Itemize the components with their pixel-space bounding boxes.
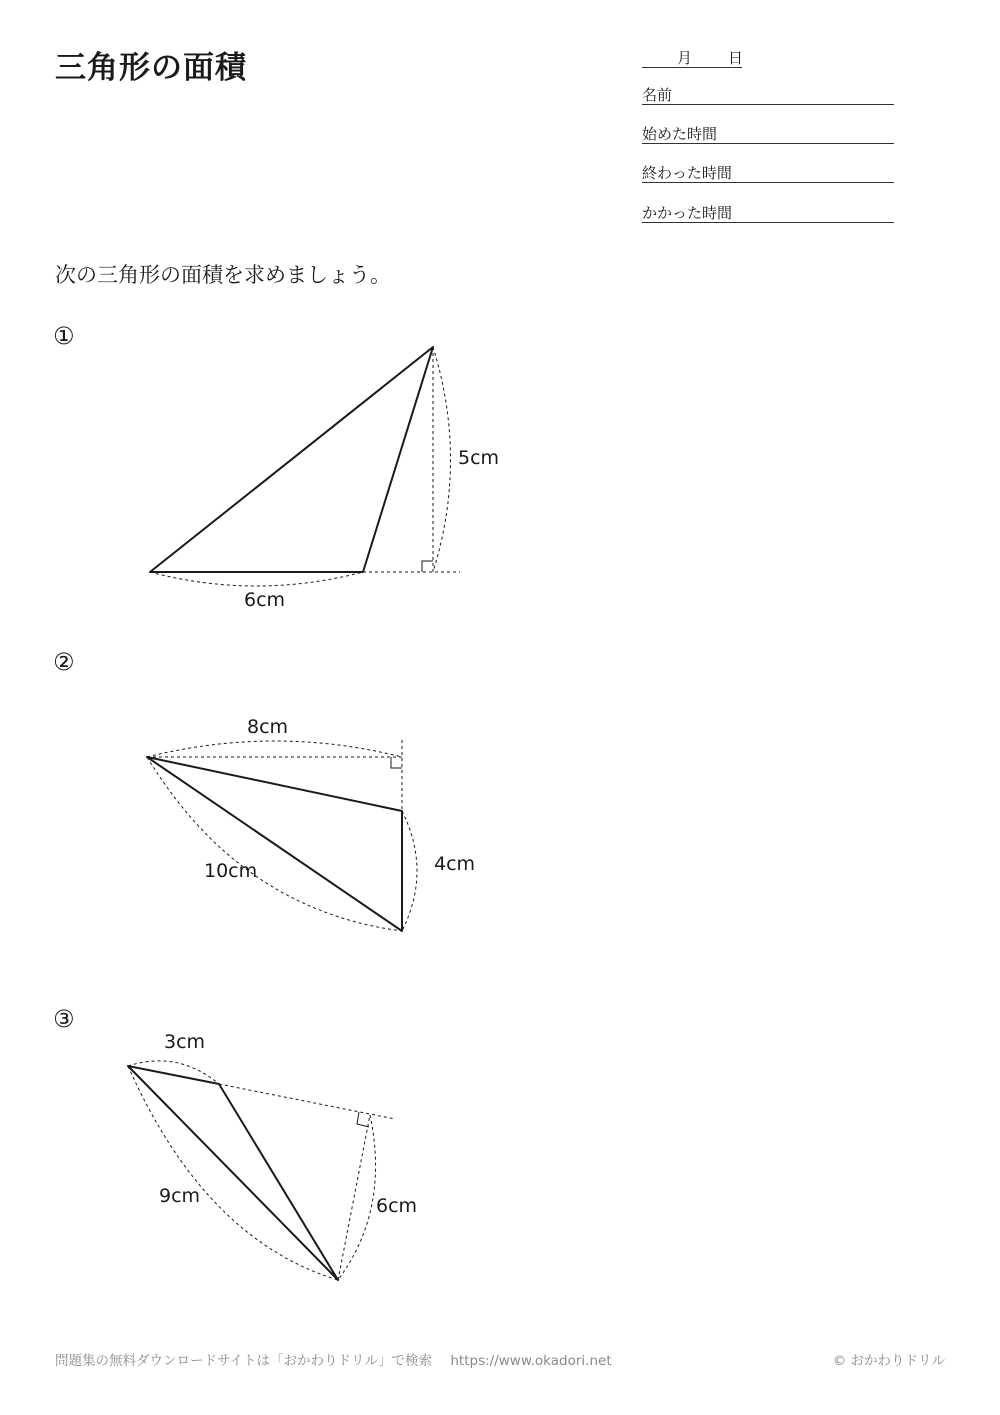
problem-2-side-label: 4cm	[434, 853, 476, 875]
problem-2-number: ②	[53, 648, 75, 676]
dimension-arc-6cm	[150, 572, 363, 586]
problem-2-hypotenuse-label: 10cm	[204, 860, 258, 882]
problem-3-long-label: 9cm	[159, 1185, 201, 1207]
footer-note	[55, 1349, 626, 1369]
dimension-arc-4cm	[402, 811, 417, 931]
triangle-2-shape	[147, 757, 402, 931]
footer-text: 問題集の無料ダウンロードサイトは「おかわりドリル」で検索	[55, 1353, 433, 1369]
problem-3-short-label: 3cm	[164, 1031, 206, 1053]
problem-3-height-label: 6cm	[376, 1195, 418, 1217]
right-angle-mark-3	[357, 1112, 369, 1127]
day-label: 日	[728, 49, 744, 67]
dimension-arc-8cm	[147, 741, 402, 757]
dimension-arc-5cm	[433, 347, 451, 572]
problem-1-number: ①	[53, 322, 75, 350]
end-time-label: 終わった時間	[642, 164, 732, 182]
problem-2-top-label: 8cm	[247, 716, 289, 738]
start-time-label: 始めた時間	[642, 125, 718, 143]
dimension-arc-6cm-3	[338, 1115, 376, 1280]
footer-copyright: © おかわりドリル	[832, 1353, 945, 1369]
triangle-1-shape	[150, 347, 433, 572]
triangle-2	[147, 740, 417, 931]
right-angle-mark-1	[422, 561, 433, 572]
name-label: 名前	[642, 86, 673, 104]
problem-1-base-label: 6cm	[244, 589, 286, 611]
footer-url[interactable]: https://www.okadori.net	[450, 1353, 612, 1369]
triangle-3-shape	[128, 1066, 338, 1280]
triangle-3-extension-line	[219, 1084, 395, 1119]
triangle-1	[150, 347, 460, 586]
month-label: 月	[677, 49, 693, 67]
elapsed-time-label: かかった時間	[642, 204, 733, 222]
triangle-3	[128, 1061, 395, 1280]
problem-1-height-label: 5cm	[458, 447, 500, 469]
instruction: 次の三角形の面積を求めましょう。	[55, 263, 391, 287]
problem-3-number: ③	[53, 1005, 75, 1033]
right-angle-mark-2	[391, 757, 402, 768]
page-title: 三角形の面積	[55, 50, 247, 86]
